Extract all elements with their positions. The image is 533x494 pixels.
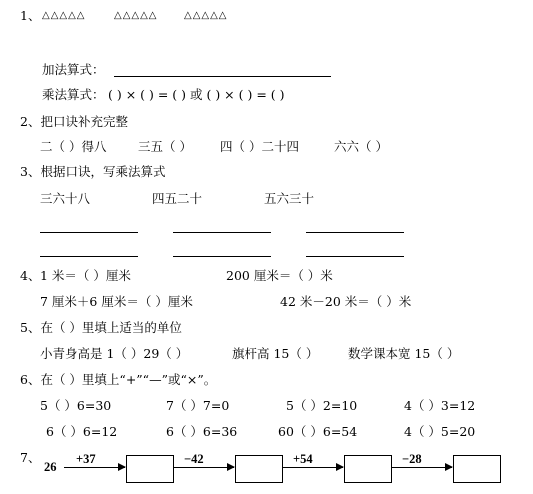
q4-item-4: 42 米－20 米＝（ ）米 [280, 294, 412, 309]
q2-item-3: 四（ ）二十四 [220, 139, 299, 154]
q6-r2-item-1: 6（ ）6=12 [46, 424, 118, 439]
op-2-label: −42 [184, 452, 204, 466]
q2-item-1: 二（ ）得八 [40, 139, 107, 154]
q4-item-1: 1 米＝（ ）厘米 [40, 268, 131, 283]
q6-r2-item-4: 4（ ）5=20 [404, 424, 476, 439]
op-1-label: +37 [76, 452, 96, 466]
q2-item-2: 三五（ ） [138, 139, 192, 154]
arrow-2 [173, 467, 234, 468]
q6-r2-item-2: 6（ ）6=36 [166, 424, 238, 439]
q3-answer-line-3a[interactable] [306, 232, 404, 233]
q4-item-3: 7 厘米＋6 厘米＝（ ）厘米 [40, 294, 193, 309]
answer-box-1[interactable] [126, 455, 174, 483]
q3-item-1: 三六十八 [40, 191, 91, 206]
q5-item-3: 数学课本宽 15（ ） [348, 346, 460, 361]
q2-item-4: 六六（ ） [334, 139, 388, 154]
answer-box-4[interactable] [453, 455, 501, 483]
chain-start-value: 26 [44, 460, 57, 474]
q3-item-2: 四五二十 [152, 191, 203, 206]
answer-box-3[interactable] [344, 455, 392, 483]
multiplication-label: 乘法算式： [42, 87, 105, 102]
q6-r2-item-3: 60（ ）6=54 [278, 424, 358, 439]
q3-answer-line-3b[interactable] [306, 256, 404, 257]
addition-label: 加法算式： [42, 62, 105, 77]
op-4-label: −28 [402, 452, 422, 466]
q7-number: 7、 [20, 450, 41, 465]
q5-title: 5、在（ ）里填上适当的单位 [20, 320, 182, 335]
arrow-4 [391, 467, 452, 468]
q6-r1-item-2: 7（ ）7=0 [166, 398, 230, 413]
op-3-label: +54 [293, 452, 313, 466]
q3-answer-line-1a[interactable] [40, 232, 138, 233]
arrow-1 [64, 467, 125, 468]
q1-number: 1、 [20, 8, 41, 23]
q3-answer-line-2b[interactable] [173, 256, 271, 257]
q3-answer-line-1b[interactable] [40, 256, 138, 257]
q6-r1-item-1: 5（ ）6=30 [40, 398, 112, 413]
multiplication-expression: ( ) × ( ) = ( ) 或 ( ) × ( ) = ( ) [108, 87, 285, 102]
q5-item-2: 旗杆高 15（ ） [232, 346, 319, 361]
q3-title: 3、根据口诀，写乘法算式 [20, 164, 166, 179]
triangle-group-1: △△△△△ [42, 10, 86, 21]
q4-number: 4、 [20, 268, 41, 283]
q4-item-2: 200 厘米＝（ ）米 [226, 268, 333, 283]
arrow-3 [282, 467, 343, 468]
q5-item-1: 小青身高是 1（ ）29（ ） [40, 346, 189, 361]
q6-r1-item-4: 4（ ）3=12 [404, 398, 476, 413]
q6-title: 6、在（ ）里填上“+”“—”或“×”。 [20, 372, 217, 387]
q3-item-3: 五六三十 [264, 191, 315, 206]
q3-answer-line-2a[interactable] [173, 232, 271, 233]
triangle-group-3: △△△△△ [184, 10, 228, 21]
triangle-group-2: △△△△△ [114, 10, 158, 21]
q6-r1-item-3: 5（ ）2=10 [286, 398, 358, 413]
answer-box-2[interactable] [235, 455, 283, 483]
addition-answer-line[interactable] [114, 76, 331, 77]
q2-title: 2、把口诀补充完整 [20, 114, 128, 129]
